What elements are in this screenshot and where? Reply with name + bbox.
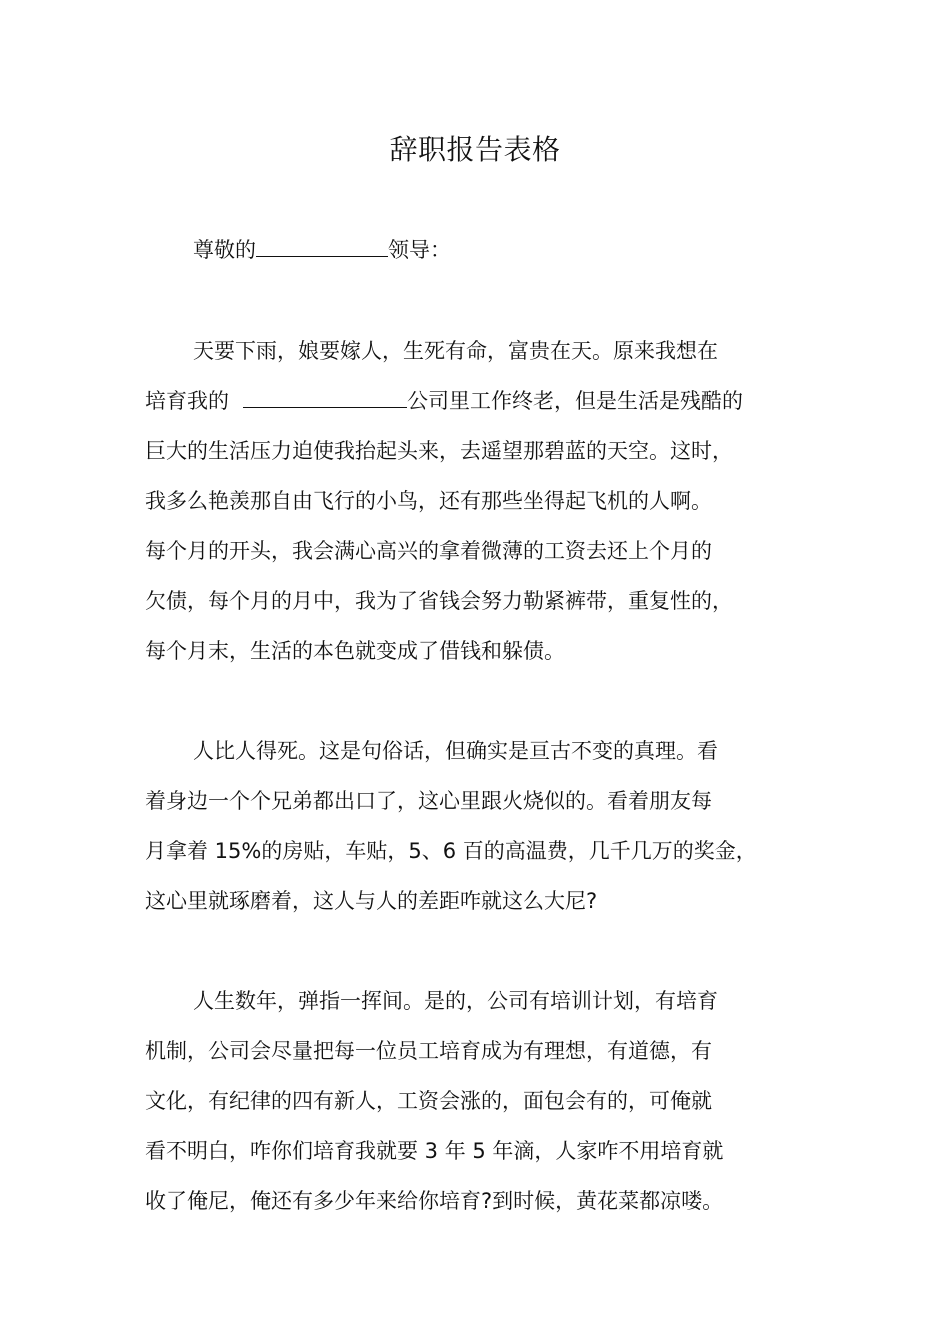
salutation-suffix: 领导： — [388, 238, 451, 262]
paragraph-line: 收了俺尼，俺还有多少年来给你培育?到时候，黄花菜都凉喽。 — [145, 1189, 724, 1213]
paragraph-line — [145, 376, 825, 426]
paragraph-line: 天要下雨，娘要嫁人，生死有命，富贵在天。原来我想在 — [193, 339, 718, 363]
paragraph-line: 欠债，每个月的月中，我为了省钱会努力勒紧裤带，重复性的， — [145, 589, 733, 613]
paragraph-line: 看不明白，咋你们培育我就要 3 年 5 年滴，人家咋不用培育就 — [145, 1139, 724, 1163]
document-title: 辞职报告表格 — [389, 133, 561, 166]
company-suffix-text: 公司里工作终老，但是生活是残酷的 — [407, 389, 743, 413]
paragraph-line: 这心里就琢磨着，这人与人的差距咋就这么大尼? — [145, 889, 598, 913]
paragraph-line: 文化，有纪律的四有新人，工资会涨的，面包会有的，可俺就 — [145, 1089, 712, 1113]
paragraph-line: 巨大的生活压力迫使我抬起头来，去遥望那碧蓝的天空。这时， — [145, 439, 733, 463]
paragraph-3 — [145, 976, 825, 1226]
paragraph-1 — [145, 326, 825, 676]
company-prefix-text: 培育我的 — [145, 389, 229, 413]
paragraph-line: 人比人得死。这是句俗话，但确实是亘古不变的真理。看 — [193, 739, 718, 763]
paragraph-2 — [145, 726, 825, 926]
company-blank-line — [243, 385, 407, 408]
paragraph-line: 我多么艳羡那自由飞行的小鸟，还有那些坐得起飞机的人啊。 — [145, 489, 712, 513]
paragraph-line: 每个月末，生活的本色就变成了借钱和躲债。 — [145, 639, 565, 663]
paragraph-line: 月拿着 15%的房贴，车贴，5、6 百的高温费，几千几万的奖金， — [145, 839, 757, 863]
paragraph-line: 机制，公司会尽量把每一位员工培育成为有理想，有道德，有 — [145, 1039, 712, 1063]
paragraph-line: 每个月的开头，我会满心高兴的拿着微薄的工资去还上个月的 — [145, 539, 712, 563]
paragraph-line: 人生数年，弹指一挥间。是的，公司有培训计划，有培育 — [193, 989, 718, 1013]
recipient-blank-line — [256, 234, 388, 257]
salutation — [193, 234, 451, 266]
salutation-prefix: 尊敬的 — [193, 238, 256, 262]
paragraph-line: 着身边一个个兄弟都出口了，这心里跟火烧似的。看着朋友每 — [145, 789, 712, 813]
